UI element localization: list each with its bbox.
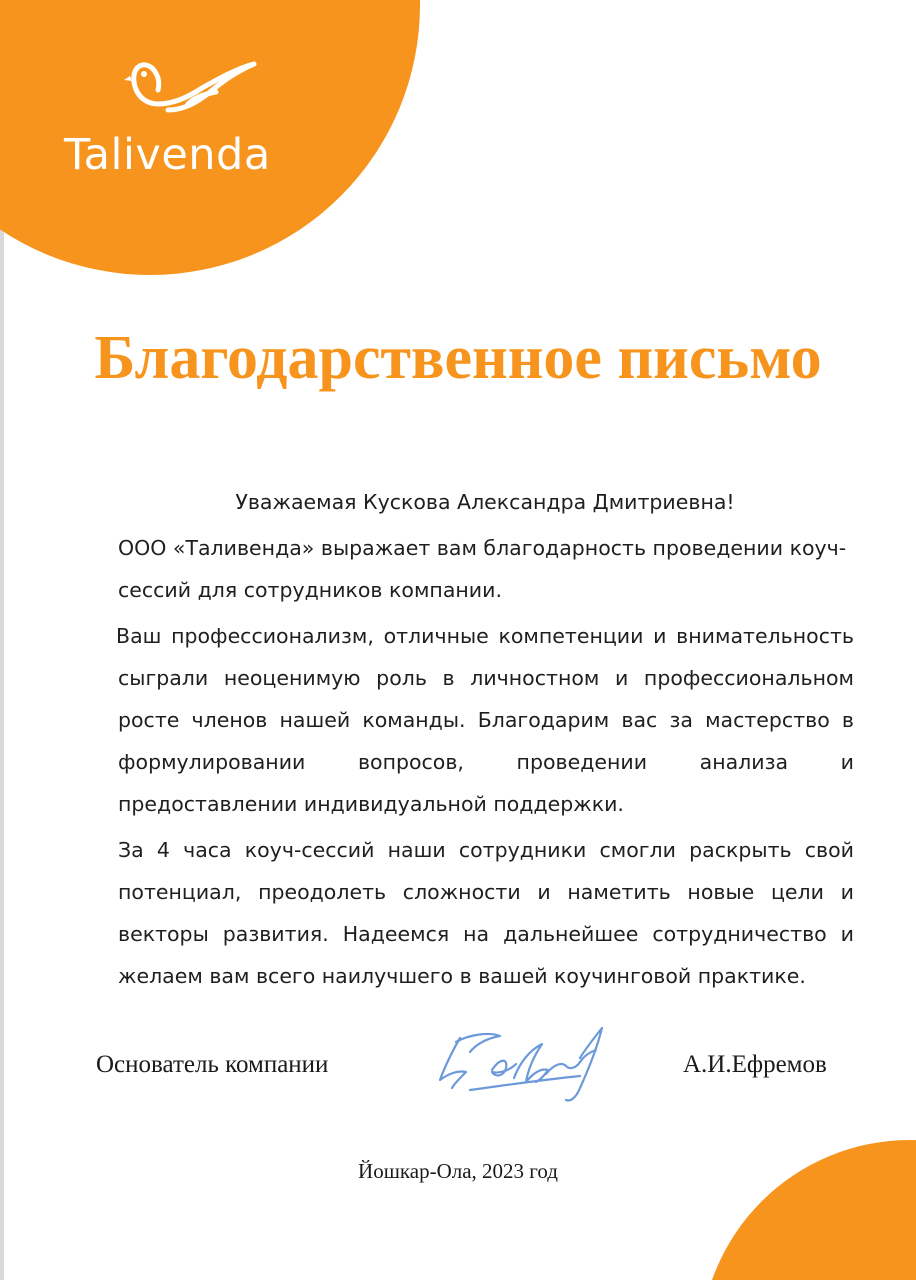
letter-body: [118, 527, 854, 997]
letter-greeting: Уважаемая Кускова Александра Дмитриевна!: [235, 490, 735, 514]
paragraph-2: Ваш профессионализм, отличные компетенции и внимательность сыграли неоценимую роль в личностном и профессиональном росте членов нашей команды. Благодарим вас за мастерство в формулировании вопросов, проведении анализа и предоставлении индивидуальной поддержки.: [116, 624, 854, 816]
paragraph-3: За 4 часа коуч-сессий наши сотрудники смогли раскрыть свой потенциал, преодолеть сложности и наметить новые цели и векторы развития. Надеемся на дальнейшее сотрудничество и желаем вам всего наилучшего в вашей коучинговой практике.: [118, 838, 854, 988]
letter-title: Благодарственное письмо: [94, 324, 822, 392]
place-and-date: Йошкар-Ола, 2023 год: [358, 1159, 558, 1183]
signer-name: А.И.Ефремов: [683, 1051, 827, 1078]
paragraph-1: ООО «Таливенда» выражает вам благодарность проведении коуч-сессий для сотрудников компании.: [118, 536, 847, 602]
paragraph-2-wrapper: [118, 615, 854, 825]
signer-position: Основатель компании: [96, 1051, 329, 1078]
paragraph-3-wrapper: [118, 829, 854, 997]
brand-logo-text: Talivenda: [64, 130, 271, 180]
handwritten-signature: [430, 1008, 620, 1108]
bird-icon: [124, 56, 260, 122]
